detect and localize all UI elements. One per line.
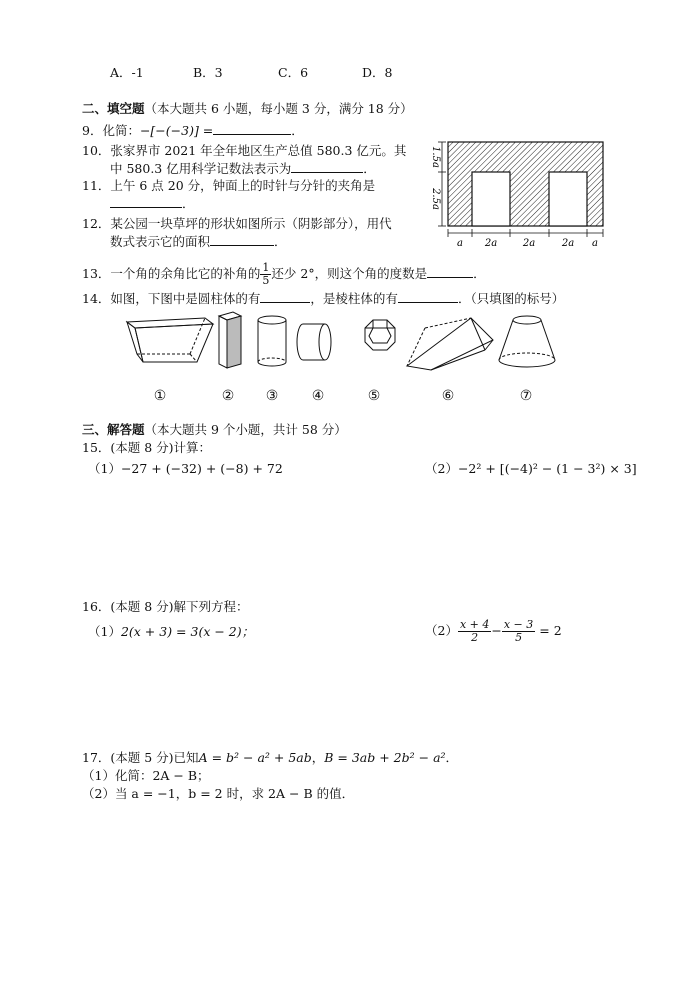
q11-answer-blank[interactable]	[110, 195, 182, 208]
q17-title-text: 17．(本题 5 分)已知	[82, 750, 199, 765]
shape-label-3: ③	[265, 388, 279, 404]
q17-expr-b: B = 3ab + 2b² − a²	[324, 750, 446, 765]
q12-answer-blank[interactable]	[210, 233, 274, 246]
shape-label-2: ②	[221, 388, 235, 404]
q16-frac-2	[502, 619, 535, 644]
q17-title	[82, 750, 458, 766]
q16-title: 16．(本题 8 分)解下列方程：	[82, 599, 249, 614]
q15-p2-label: （2）	[425, 461, 458, 476]
q16-frac2-den: 5	[515, 631, 523, 644]
q15-p2-expression: −2² + [(−4)² − (1 − 3²) × 3]	[457, 461, 637, 476]
q14-blank-prism[interactable]	[398, 290, 458, 303]
q13-end: ．	[473, 266, 486, 281]
q13-frac-den: 5	[262, 274, 270, 287]
q12-line1: 12．某公园一块草坪的形状如图所示（阴影部分），用代	[82, 216, 392, 231]
solid-1-prism	[127, 318, 213, 362]
section3-note: （本大题共 9 个小题，共计 58 分）	[144, 422, 347, 437]
q17-end: ．	[445, 750, 459, 765]
q16-frac1-num: x + 4	[459, 618, 490, 631]
dim-label-2a-3: 2a	[561, 238, 575, 249]
q12-line2-text: 数式表示它的面积	[110, 234, 211, 249]
q9-end: ．	[291, 123, 304, 138]
section3-title: 三、解答题	[82, 422, 145, 437]
q14-blank-cylinder[interactable]	[260, 290, 310, 303]
q13-frac-num: 1	[262, 261, 270, 274]
section3-heading	[82, 422, 347, 438]
q16-rhs: = 2	[539, 623, 562, 638]
q17-part2: （2）当 a = −1，b = 2 时，求 2A − B 的值．	[82, 786, 355, 801]
q14-text1: 14．如图，下图中是圆柱体的有	[82, 291, 261, 306]
dim-label-2a-2: 2a	[522, 238, 536, 249]
question-9	[82, 122, 304, 139]
dim-label-a-left: a	[457, 238, 463, 249]
shape-label-1: ①	[153, 388, 167, 404]
shape-label-4: ④	[311, 388, 325, 404]
section2-note: （本大题共 6 小题，每小题 3 分，满分 18 分）	[144, 101, 413, 116]
q10-line2-text: 中 580.3 亿用科学记数法表示为	[110, 161, 292, 176]
q10-answer-blank[interactable]	[291, 160, 363, 173]
q15-part2	[425, 461, 637, 477]
q16-p2-label: （2）	[425, 623, 458, 638]
q16-frac2-num: x − 3	[503, 618, 534, 631]
q11-line1: 11．上午 6 点 20 分，钟面上的时针与分针的夹角是	[82, 178, 376, 193]
solid-6-prism	[407, 318, 493, 370]
q15-p1-label: （1）	[88, 461, 121, 476]
dim-label-2a-1: 2a	[484, 238, 498, 249]
q9-answer-blank[interactable]	[213, 122, 291, 135]
q16-p1-expression: 2(x + 3) = 3(x − 2)；	[120, 624, 255, 639]
dim-label-1.5a: 1.5a	[430, 146, 441, 168]
q15-title: 15．(本题 8 分)计算：	[82, 440, 212, 455]
shape-label-7: ⑦	[519, 388, 533, 404]
q9-expression: −[−(−3)] =	[139, 123, 214, 138]
q16-part2	[425, 614, 562, 648]
q10-end: ．	[363, 161, 376, 176]
q9-prefix: 9．化简：	[82, 123, 140, 138]
q16-minus: −	[491, 623, 502, 638]
q15-p1-expression: −27 + (−32) + (−8) + 72	[120, 461, 283, 476]
q12-line2	[110, 233, 287, 250]
question-13	[82, 260, 486, 288]
choice-c: C．6	[278, 65, 309, 80]
q15-part1	[88, 461, 283, 477]
choice-b: B．3	[193, 65, 223, 80]
q11-end: ．	[182, 196, 195, 211]
q13-fraction	[260, 262, 271, 287]
q16-part1	[88, 624, 254, 640]
q13-text1: 13．一个角的余角比它的补角的	[82, 266, 261, 281]
q13-text2: 还少 2°，则这个角的度数是	[271, 266, 428, 281]
q17-separator: ，	[311, 750, 325, 765]
q16-frac1-den: 2	[471, 631, 479, 644]
lawn-figure	[425, 136, 611, 250]
q10-line1: 10．张家界市 2021 年全年地区生产总值 580.3 亿元。其	[82, 143, 407, 158]
section2-heading	[82, 101, 413, 117]
q10-line2	[110, 160, 376, 177]
q12-end: ．	[274, 234, 287, 249]
dim-label-a-right: a	[592, 238, 598, 249]
choice-a: A．-1	[110, 65, 144, 80]
q14-text3: ．（只填图的标号）	[457, 291, 565, 306]
lawn-cutout-right	[549, 172, 587, 226]
solid-3-cylinder	[258, 316, 286, 366]
q16-p1-label: （1）	[88, 624, 121, 639]
solid-2-cuboid	[219, 312, 241, 368]
shape-label-5: ⑤	[367, 388, 381, 404]
section2-title: 二、填空题	[82, 101, 145, 116]
solid-5-polyhedron	[365, 320, 395, 350]
solid-7-frustum	[499, 316, 555, 367]
q14-text2: ，是棱柱体的有	[310, 291, 398, 306]
q13-answer-blank[interactable]	[427, 265, 473, 278]
q17-part1: （1）化简：2A − B；	[82, 768, 210, 783]
solid-4-cylinder	[297, 324, 331, 360]
lawn-cutout-left	[472, 172, 510, 226]
q16-frac-1	[458, 619, 491, 644]
q17-expr-a: A = b² − a² + 5ab	[198, 750, 312, 765]
shape-label-6: ⑥	[441, 388, 455, 404]
dim-label-2.5a: 2.5a	[430, 188, 441, 210]
solids-figure	[115, 310, 585, 410]
choice-d: D．8	[362, 65, 393, 80]
question-14	[82, 290, 564, 307]
q11-line2	[110, 195, 195, 212]
